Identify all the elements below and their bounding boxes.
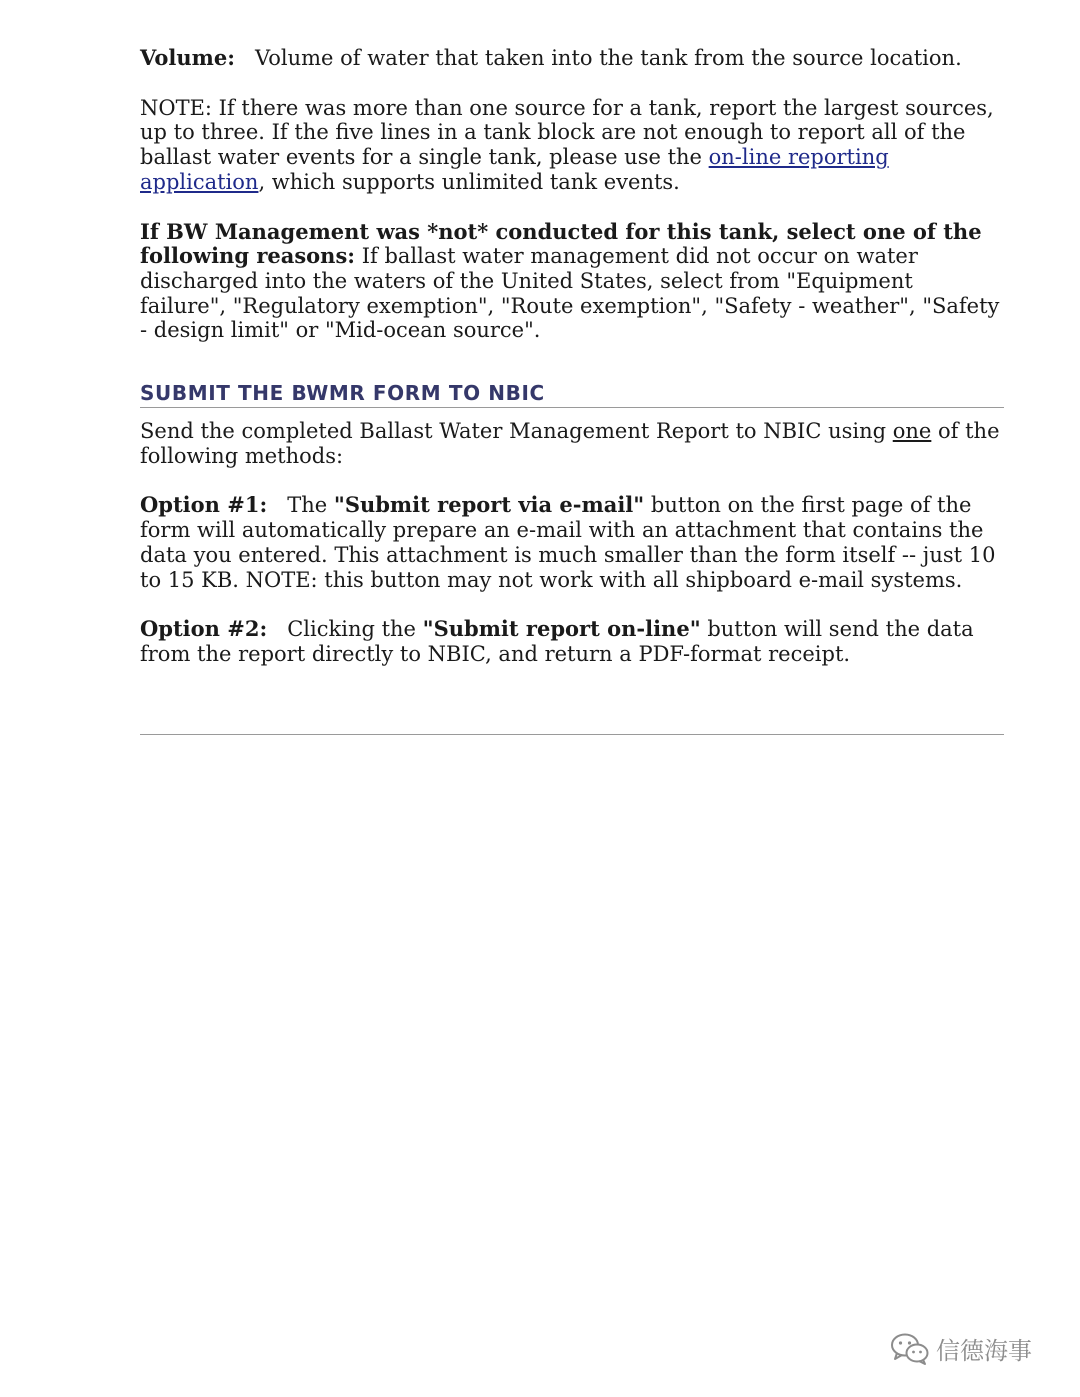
option-1-text-after: button on the first page of the form will automatically prepare an e-mail with an attachment that contains the data you entered. This attachment is much smaller than the form itself -- just 10 to 15 KB. NOTE: this button may not work with all shipboard e-mail systems. bbox=[140, 493, 996, 592]
note-text-before: NOTE: If there was more than one source for a tank, report the largest sources, up to three. If the five lines in a tank block are not enough to report all of the ballast water events for a single tank, please use the bbox=[140, 95, 994, 170]
option-2-paragraph bbox=[140, 617, 1004, 666]
option-2-text-after: button will send the data from the report directly to NBIC, and return a PDF-format receipt. bbox=[140, 617, 974, 666]
submit-intro-after: of the following methods: bbox=[140, 419, 1000, 468]
option-2-button-name: "Submit report on-line" bbox=[422, 616, 701, 642]
option-1-button-name: "Submit report via e-mail" bbox=[333, 492, 645, 518]
volume-paragraph bbox=[140, 46, 1004, 71]
note-paragraph bbox=[140, 96, 1004, 195]
submit-section-heading: SUBMIT THE BWMR FORM TO NBIC bbox=[140, 381, 1004, 408]
option-1-paragraph bbox=[140, 493, 1004, 592]
option-1-label: Option #1: bbox=[140, 492, 268, 518]
submit-intro bbox=[140, 419, 1004, 468]
volume-term: Volume: bbox=[140, 45, 235, 70]
bottom-divider bbox=[140, 734, 1004, 735]
submit-intro-before: Send the completed Ballast Water Management Report to NBIC using bbox=[140, 419, 893, 444]
reasons-lead: If BW Management was *not* conducted for this tank, select one of the following reasons: bbox=[140, 218, 982, 269]
option-2-text-before: Clicking the bbox=[287, 617, 423, 642]
document-page bbox=[140, 46, 1004, 735]
online-reporting-link[interactable]: on-line reporting application bbox=[140, 145, 889, 194]
submit-intro-emphasis: one bbox=[892, 419, 932, 444]
watermark-text: 信德海事 bbox=[936, 1337, 1032, 1365]
volume-definition: Volume of water that taken into the tank from the source location. bbox=[254, 46, 962, 70]
wechat-icon bbox=[890, 1332, 930, 1366]
reasons-text: If ballast water management did not occur on water discharged into the waters of the United States, select from "Equipment failure", "Regulatory exemption", "Route exemption", "Safety - weather", "Safety - design limit" or "Mid-ocean source". bbox=[140, 244, 1000, 343]
option-2-label: Option #2: bbox=[140, 616, 268, 642]
option-1-text-before: The bbox=[287, 493, 334, 518]
note-text-after: , which supports unlimited tank events. bbox=[258, 169, 680, 194]
reasons-paragraph bbox=[140, 220, 1004, 344]
watermark bbox=[890, 1331, 1032, 1366]
